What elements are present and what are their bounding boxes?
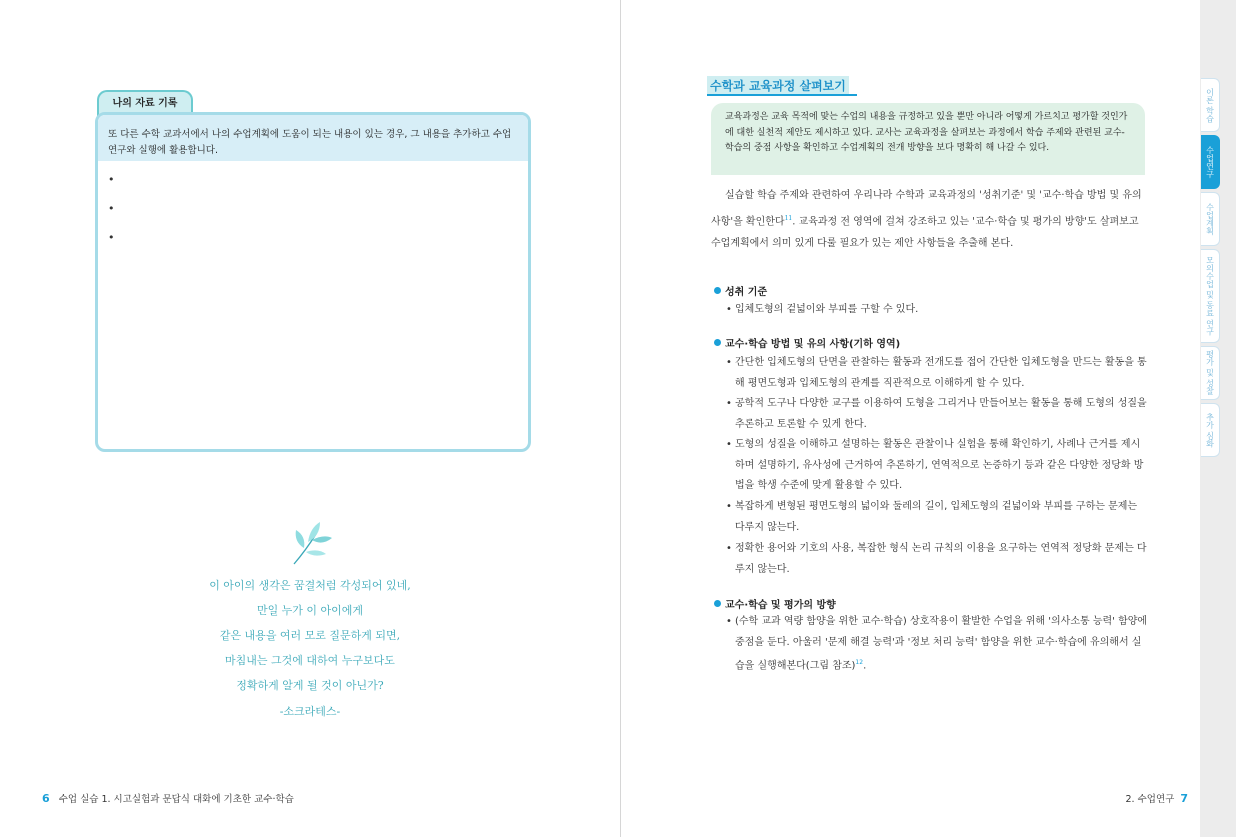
tab-lesson-plan[interactable] [1201,192,1220,246]
tab-label: 수업계획 [1205,203,1215,235]
section-title: 수학과 교육과정 살펴보기 [707,76,849,95]
record-bullet: • [108,202,115,215]
quote-line: 정확하게 알게 될 것이 아닌가? [236,679,384,692]
tab-label: 추가 심화 [1205,412,1215,448]
record-bullet: • [108,231,115,244]
section-title-underline [707,94,857,96]
intro-text: 실습할 학습 주제와 관련하여 우리나라 수학과 교육과정의 '성취기준' 및 '교수·학습 방법 및 유의 사항'을 확인한다 [711,190,1142,227]
record-description: 또 다른 수학 교과서에서 나의 수업계획에 도움이 되는 내용이 있는 경우, 그 내용을 추가하고 수업연구와 실행에 활용합니다. [108,129,512,156]
quote-author: -소크라테스- [279,705,341,718]
page-divider [620,0,621,837]
footnote-ref[interactable]: 11 [784,214,793,222]
list-item: • 복잡하게 변형된 평면도형의 넓이와 둘레의 길이, 입체도형의 겉넓이와 부피를 구하는 문제는 다루지 않는다. [726,497,1148,538]
intro-paragraph [711,185,1148,256]
tab-lesson-research[interactable] [1201,135,1220,189]
list-item: • 간단한 입체도형의 단면을 관찰하는 활동과 전개도를 접어 간단한 입체도형을 만드는 활동을 통해 평면도형과 입체도형의 관계를 직관적으로 이해하게 할 수 있다. [726,353,1148,394]
bullet-dot [714,287,721,294]
footer-right-text: 2. 수업연구 [1125,794,1175,805]
bullet-dot [714,600,721,607]
tab-label: 모의수업 및 동료 연구 [1205,256,1215,336]
leaf-icon [290,518,336,570]
list-item-text: 복잡하게 변형된 평면도형의 넓이와 둘레의 길이, 입체도형의 겉넓이와 부피를 구하는 문제는 다루지 않는다. [735,501,1138,533]
quote-line: 만일 누가 이 아이에게 [256,604,364,617]
page-number-left: 6 [42,792,50,805]
list-item: • 공학적 도구나 다양한 교구를 이용하여 도형을 그리거나 만들어보는 활동을 통해 도형의 성질을 추론하고 토론할 수 있게 한다. [726,394,1148,435]
quote-line: 이 아이의 생각은 꿈결처럼 각성되어 있네, [209,579,411,592]
section-heading-text: 성취 기준 [725,287,768,298]
record-tab-label: 나의 자료 기록 [97,90,193,116]
tab-label: 수업연구 [1205,146,1215,178]
list-item-text: 간단한 입체도형의 단면을 관찰하는 활동과 전개도를 접어 간단한 입체도형을 만드는 활동을 통해 평면도형과 입체도형의 관계를 직관적으로 이해하게 할 수 있다. [735,357,1147,389]
list-item: • (수학 교과 역량 함양을 위한 교수·학습) 상호작용이 활발한 수업을 위해 '의사소통 능력' 함양에 중점을 둔다. 아울러 '문제 해결 능력'과 '정보 처리 능력' 함양을 위한 교수·학습에 유의해서 실습을 실행해본다(그림 참조)$^{12}$. [726,616,1148,672]
list-item: • 정확한 용어와 기호의 사용, 복잡한 형식 논리 규칙의 이용을 요구하는 연역적 정당화 문제는 다루지 않는다. [726,539,1148,580]
section-heading [714,335,900,350]
tab-label: 이론 학습 [1205,87,1215,123]
footer-left-text: 수업 실습 1. 시고실험과 문답식 대화에 기초한 교수·학습 [58,794,294,805]
summary-text: 교육과정은 교육 목적에 맞는 수업의 내용을 규정하고 있을 뿐만 아니라 어떻게 가르치고 평가할 것인가에 대한 실천적 제안도 제시하고 있다. 교사는 교육과정을 살펴보는 과정에서 학습 주제와 관련된 교수-학습의 중점 사항을 확인하고 수업계획의 전개 방향을 보다 명확히 해 나갈 수 있다. [725,112,1128,153]
tab-advanced[interactable] [1201,403,1220,457]
bullet-dot [714,339,721,346]
list-item-text: 입체도형의 겉넓이와 부피를 구할 수 있다. [735,304,919,315]
section-heading [714,283,767,298]
summary-box [711,103,1145,175]
record-bullet: • [108,173,115,186]
tab-mock-lesson[interactable] [1201,249,1220,343]
page-number-right: 7 [1180,792,1188,805]
tab-evaluation[interactable] [1201,346,1220,400]
tab-label: 평가 및 성찰 [1205,350,1215,396]
list-item-text: 공학적 도구나 다양한 교구를 이용하여 도형을 그리거나 만들어보는 활동을 통해 도형의 성질을 추론하고 토론할 수 있게 한다. [735,398,1147,430]
list-item: • 입체도형의 겉넓이와 부피를 구할 수 있다. [726,300,1148,321]
record-header [98,115,528,161]
footnote-ref[interactable]: 12 [855,659,864,666]
tab-theory[interactable] [1201,78,1220,132]
section-heading [714,596,836,611]
footer-right [1126,791,1189,805]
quote-line: 같은 내용을 여러 모로 질문하게 되면, [219,629,401,642]
list-item-text: . [863,660,867,672]
list-item-text: 도형의 성질을 이해하고 설명하는 활동은 관찰이나 실험을 통해 확인하기, 사례나 근거를 제시하며 설명하기, 유사성에 근거하여 추론하기, 연역적으로 논증하기 등과 같은 다양한 정당화 방법을 학생 수준에 맞게 활용할 수 있다. [735,439,1144,491]
record-box[interactable] [95,112,531,452]
section-heading-text: 교수·학습 및 평가의 방향 [725,600,836,611]
list-item: • 도형의 성질을 이해하고 설명하는 활동은 관찰이나 실험을 통해 확인하기, 사례나 근거를 제시하며 설명하기, 유사성에 근거하여 추론하기, 연역적으로 논증하기 등과 같은 다양한 정당화 방법을 학생 수준에 맞게 활용할 수 있다. [726,435,1148,497]
list-item-text: 정확한 용어와 기호의 사용, 복잡한 형식 논리 규칙의 이용을 요구하는 연역적 정당화 문제는 다루지 않는다. [735,543,1147,575]
quote-line: 마침내는 그것에 대하여 누구보다도 [225,654,395,667]
intro-text: . 교육과정 전 영역에 걸쳐 강조하고 있는 '교수·학습 및 평가의 방향'도 살펴보고 수업계획에서 의미 있게 다룰 필요가 있는 제안 사항들을 추출해 본다. [711,215,1139,250]
footer-left [42,791,294,805]
section-heading-text: 교수·학습 방법 및 유의 사항(기하 영역) [725,339,901,350]
list-item-text: (수학 교과 역량 함양을 위한 교수·학습) 상호작용이 활발한 수업을 위해 '의사소통 능력' 함양에 중점을 둔다. 아울러 '문제 해결 능력'과 '정보 처리 능력' 함양을 위한 교수·학습에 유의해서 실습을 실행해본다(그림 참조) [735,616,1148,672]
